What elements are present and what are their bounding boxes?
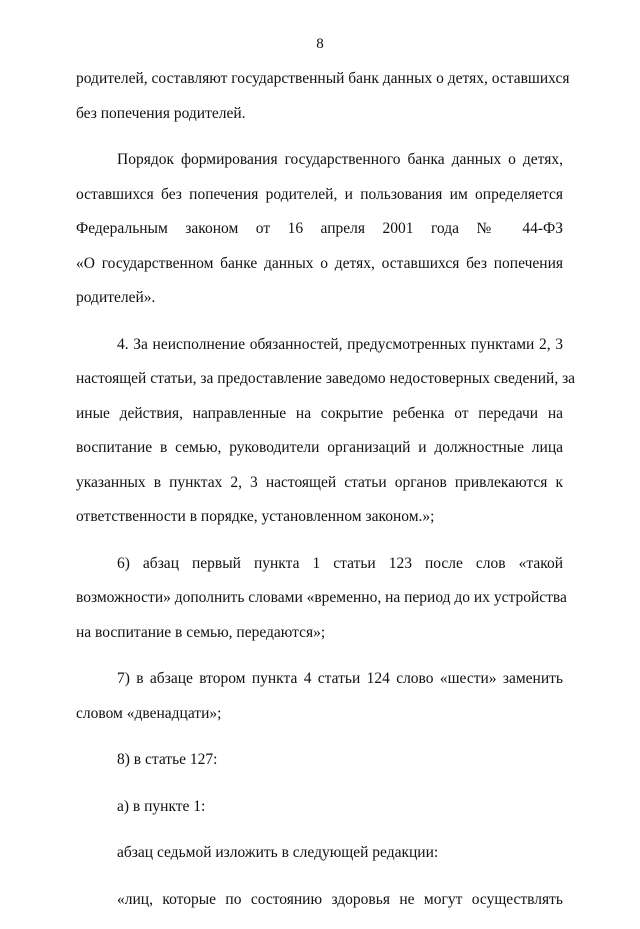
text-line: ответственности в порядке, установленном законом.»; [76, 508, 435, 525]
text-line: «лиц, которые по состоянию здоровья не могут осуществлять [117, 890, 563, 908]
text-line: 6) абзац первый пункта 1 статьи 123 после слов «такой [117, 554, 563, 572]
text-line: указанных в пунктах 2, 3 настоящей статьи органов привлекаются к [76, 473, 563, 491]
text-line: «О государственном банке данных о детях, оставшихся без попечения [76, 254, 563, 272]
text-line: воспитание в семью, руководители организаций и должностные лица [76, 439, 563, 456]
paragraph [76, 883, 563, 918]
paragraph [76, 62, 570, 131]
paragraph [76, 790, 563, 825]
text-line: родителей». [76, 289, 156, 306]
paragraph [76, 328, 576, 535]
text-line: абзац седьмой изложить в следующей редакции: [117, 844, 439, 861]
text-line: словом «двенадцати»; [76, 704, 222, 722]
text-line: Федеральным законом от 16 апреля 2001 года № 44-ФЗ [76, 220, 563, 237]
paragraph [76, 743, 563, 778]
text-line: 8) в статье 127: [117, 751, 218, 768]
text-line: родителей, составляют государственный банк данных о детях, оставшихся [76, 70, 570, 87]
text-line: возможности» дополнить словами «временно, на период до их устройства [76, 589, 567, 606]
text-line: а) в пункте 1: [117, 797, 206, 815]
text-line: 4. За неисполнение обязанностей, предусмотренных пунктами 2, 3 [117, 335, 563, 353]
page-number: 8 [316, 36, 324, 52]
text-line: настоящей статьи, за предоставление заведомо недостоверных сведений, за [76, 370, 576, 387]
text-line: на воспитание в семью, передаются»; [76, 623, 326, 641]
text-line: Порядок формирования государственного банка данных о детях, [117, 151, 563, 168]
paragraph [76, 143, 563, 316]
paragraph [76, 547, 567, 651]
text-line: 7) в абзаце втором пункта 4 статьи 124 слово «шести» заменить [117, 670, 563, 687]
text-line: оставшихся без попечения родителей, и пользования им определяется [76, 185, 563, 203]
paragraph [76, 836, 563, 871]
paragraph [76, 662, 563, 731]
text-line: без попечения родителей. [76, 104, 246, 122]
document-body [76, 62, 576, 929]
text-line: иные действия, направленные на сокрытие ребенка от передачи на [76, 404, 563, 422]
